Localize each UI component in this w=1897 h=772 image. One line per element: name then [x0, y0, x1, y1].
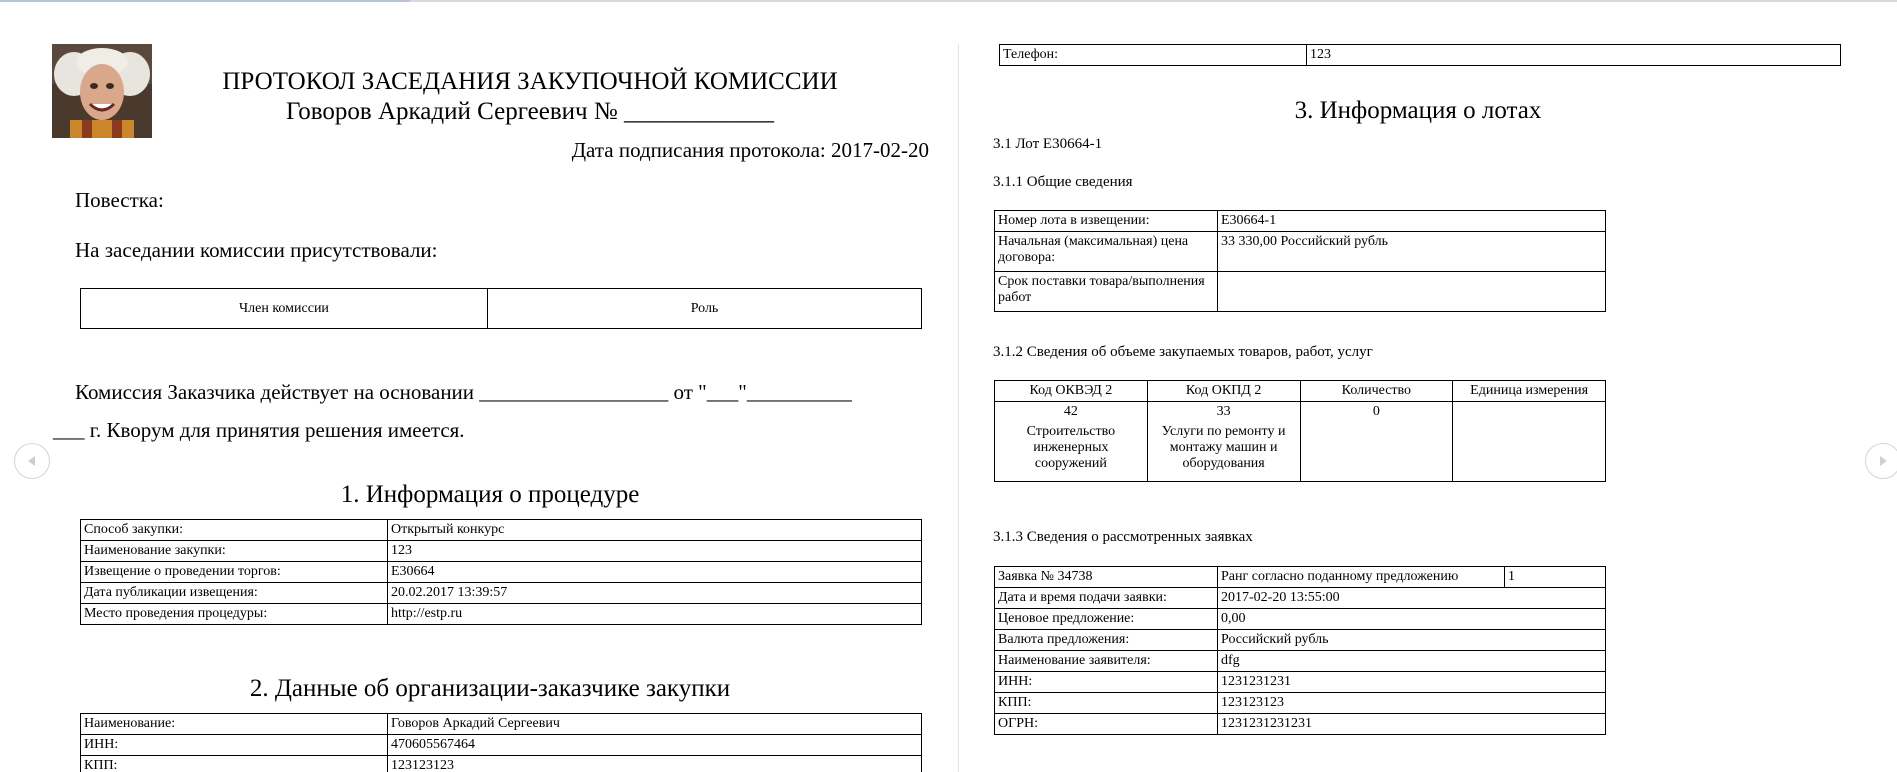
- okved-name: Строительство инженерных сооружений: [1026, 424, 1116, 471]
- general-heading: 3.1.1 Общие сведения: [993, 174, 1133, 190]
- volume-table: [994, 380, 1606, 482]
- org-label: КПП:: [81, 756, 388, 772]
- portrait-photo: [52, 44, 152, 138]
- volume-quantity: 0: [1300, 402, 1453, 482]
- volume-unit: [1453, 402, 1606, 482]
- okpd-code: 33: [1216, 404, 1231, 419]
- org-label: ИНН:: [81, 735, 388, 756]
- application-value: Российский рубль: [1218, 630, 1606, 651]
- lot-heading: 3.1 Лот E30664-1: [993, 136, 1103, 152]
- basis-line1: Комиссия Заказчика действует на основании __________________ от "___"__________: [75, 380, 852, 404]
- procedure-value: Открытый конкурс: [388, 520, 922, 541]
- procedure-value: 123: [388, 541, 922, 562]
- application-value: 1231231231: [1218, 672, 1606, 693]
- procedure-value: http://estp.ru: [388, 604, 922, 625]
- section3-title: 3. Информация о лотах: [1294, 97, 1542, 124]
- org-value: 123123123: [388, 756, 922, 772]
- volume-okpd-cell: [1147, 402, 1300, 482]
- okved-code: 42: [1063, 404, 1078, 419]
- chevron-left-icon: [24, 453, 40, 469]
- lot-general-value: E30664-1: [1218, 211, 1606, 232]
- volume-col-okved: Код ОКВЭД 2: [995, 381, 1148, 402]
- page-right: [988, 0, 1848, 772]
- application-rank-value: 1: [1505, 567, 1606, 588]
- application-value: 2017-02-20 13:55:00: [1218, 588, 1606, 609]
- volume-heading: 3.1.2 Сведения об объеме закупаемых товаров, работ, услуг: [993, 344, 1373, 360]
- volume-col-unit: Единица измерения: [1453, 381, 1606, 402]
- procedure-table: [80, 519, 922, 625]
- application-label: КПП:: [995, 693, 1218, 714]
- application-label: Дата и время подачи заявки:: [995, 588, 1218, 609]
- members-table: [80, 288, 922, 329]
- section2-title: 2. Данные об организации-заказчике закупки: [249, 675, 731, 702]
- procedure-label: Наименование закупки:: [81, 541, 388, 562]
- application-label: ОГРН:: [995, 714, 1218, 735]
- volume-col-quantity: Количество: [1300, 381, 1453, 402]
- prev-page-button[interactable]: [14, 443, 50, 479]
- application-value: 1231231231231: [1218, 714, 1606, 735]
- application-value: 123123123: [1218, 693, 1606, 714]
- attendance-label: На заседании комиссии присутствовали:: [75, 238, 438, 262]
- application-value: 0,00: [1218, 609, 1606, 630]
- section1-title: 1. Информация о процедуре: [340, 481, 640, 508]
- members-col-member: Член комиссии: [81, 289, 488, 329]
- procedure-label: Дата публикации извещения:: [81, 583, 388, 604]
- doc-title-line2: Говоров Аркадий Сергеевич № ____________: [286, 98, 774, 125]
- org-value: 470605567464: [388, 735, 922, 756]
- application-label: Валюта предложения:: [995, 630, 1218, 651]
- phone-label: Телефон:: [1000, 45, 1307, 66]
- application-label: ИНН:: [995, 672, 1218, 693]
- applications-heading: 3.1.3 Сведения о рассмотренных заявках: [993, 529, 1253, 545]
- phone-value: 123: [1307, 45, 1841, 66]
- basis-line2: ___ г. Кворум для принятия решения имеется.: [53, 418, 465, 442]
- organization-table: [80, 713, 922, 772]
- lot-general-value: 33 330,00 Российский рубль: [1218, 232, 1606, 272]
- signing-date: Дата подписания протокола: 2017-02-20: [571, 138, 929, 162]
- application-number: Заявка № 34738: [995, 567, 1218, 588]
- next-page-button[interactable]: [1865, 443, 1897, 479]
- procedure-label: Место проведения процедуры:: [81, 604, 388, 625]
- applications-table: [994, 566, 1606, 735]
- doc-title-line1: ПРОТОКОЛ ЗАСЕДАНИЯ ЗАКУПОЧНОЙ КОМИССИИ: [222, 68, 838, 95]
- application-label: Наименование заявителя:: [995, 651, 1218, 672]
- volume-col-okpd: Код ОКПД 2: [1147, 381, 1300, 402]
- phone-table: [999, 44, 1841, 66]
- procedure-label: Способ закупки:: [81, 520, 388, 541]
- members-col-role: Роль: [488, 289, 922, 329]
- chevron-right-icon: [1875, 453, 1891, 469]
- procedure-label: Извещение о проведении торгов:: [81, 562, 388, 583]
- lot-general-label: Срок поставки товара/выполнения работ: [995, 272, 1218, 312]
- page-left: [50, 0, 930, 772]
- application-label: Ценовое предложение:: [995, 609, 1218, 630]
- procedure-value: E30664: [388, 562, 922, 583]
- page-divider: [958, 44, 959, 772]
- lot-general-label: Номер лота в извещении:: [995, 211, 1218, 232]
- application-rank-label: Ранг согласно поданному предложению: [1218, 567, 1505, 588]
- application-value: dfg: [1218, 651, 1606, 672]
- org-value: Говоров Аркадий Сергеевич: [388, 714, 922, 735]
- lot-general-label: Начальная (максимальная) цена договора:: [995, 232, 1218, 272]
- agenda-label: Повестка:: [75, 188, 164, 212]
- volume-okved-cell: [995, 402, 1148, 482]
- org-label: Наименование:: [81, 714, 388, 735]
- okpd-name: Услуги по ремонту и монтажу машин и оборудования: [1161, 424, 1286, 471]
- lot-general-table: [994, 210, 1606, 312]
- lot-general-value: [1218, 272, 1606, 312]
- procedure-value: 20.02.2017 13:39:57: [388, 583, 922, 604]
